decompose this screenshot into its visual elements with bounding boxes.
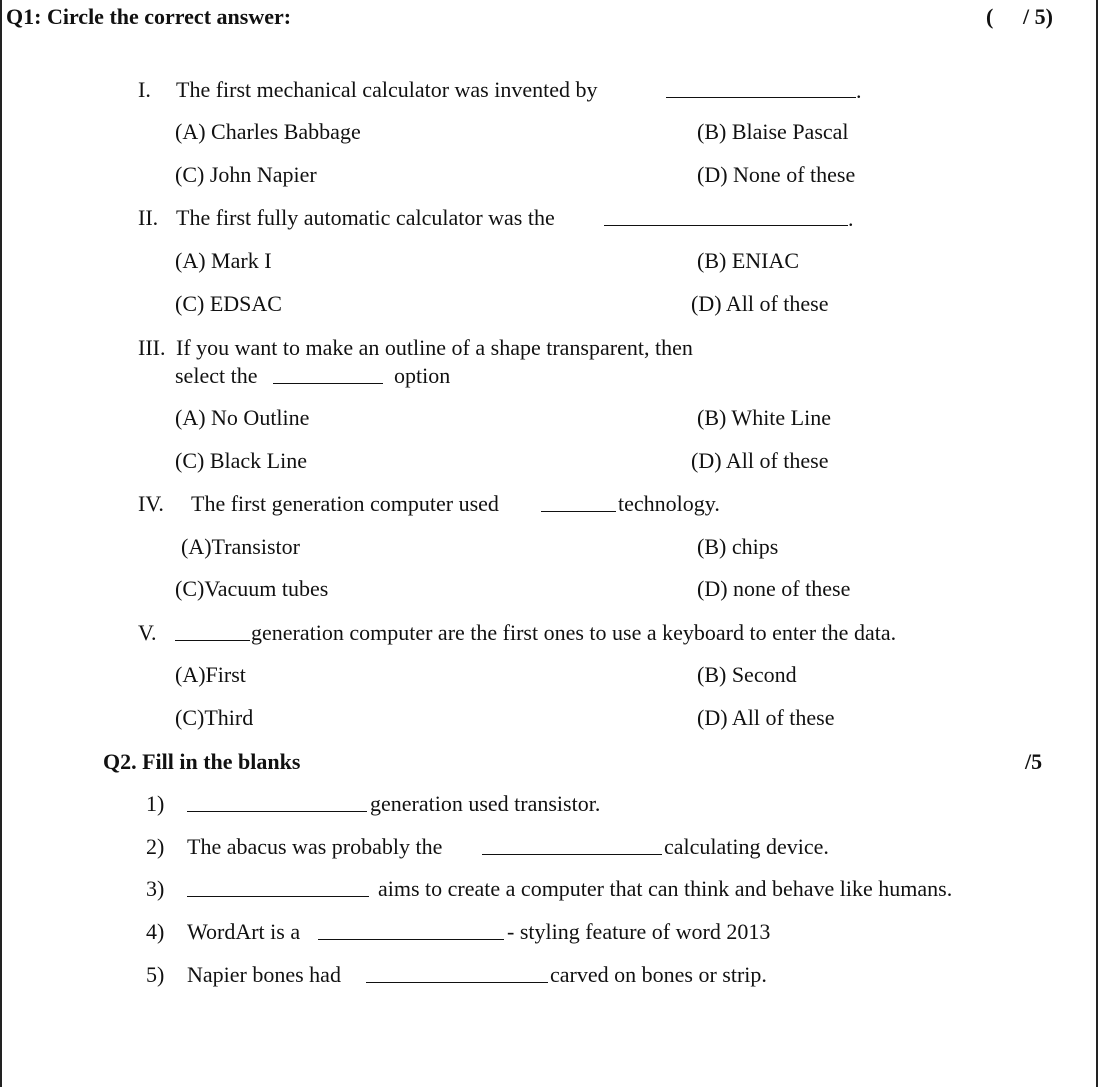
question-1-text: The first mechanical calculator was invented by: [176, 77, 598, 102]
q1-marks-close: / 5): [1023, 4, 1053, 29]
question-3-blank[interactable]: [273, 363, 383, 390]
blank-5-text-start: Napier bones had: [187, 962, 341, 987]
page-edge-left: [0, 0, 2, 1087]
question-1-option-c[interactable]: (C) John Napier: [175, 162, 317, 187]
question-4-text-start: The first generation computer used: [191, 491, 499, 516]
blank-5-number: 5): [146, 962, 165, 987]
blank-2-text-end: calculating device.: [664, 834, 829, 859]
question-2-option-a[interactable]: (A) Mark I: [175, 248, 272, 273]
question-3-text-line2-end: option: [394, 363, 451, 388]
question-2-blank[interactable]: .: [604, 205, 854, 232]
question-1-blank[interactable]: .: [666, 77, 862, 104]
question-2-option-b[interactable]: (B) ENIAC: [697, 248, 800, 273]
question-1-option-a[interactable]: (A) Charles Babbage: [175, 119, 361, 144]
question-5-text: generation computer are the first ones to use a keyboard to enter the data.: [251, 620, 897, 645]
question-3-text: If you want to make an outline of a shape transparent, then: [176, 335, 693, 360]
question-4-option-c[interactable]: (C)Vacuum tubes: [175, 576, 329, 601]
question-3-text-line2-start: select the: [175, 363, 258, 388]
question-5-option-b[interactable]: (B) Second: [697, 662, 797, 687]
blank-4-text-end: - styling feature of word 2013: [507, 919, 771, 944]
blank-4-number: 4): [146, 919, 165, 944]
blank-2-text-start: The abacus was probably the: [187, 834, 443, 859]
question-4-text-end: technology.: [618, 491, 720, 516]
q2-title: Q2. Fill in the blanks: [103, 749, 301, 774]
q2-marks: /5: [1025, 749, 1043, 774]
question-2-number: II.: [138, 205, 159, 230]
blank-1-text: generation used transistor.: [370, 791, 601, 816]
question-4-option-d[interactable]: (D) none of these: [697, 576, 851, 601]
blank-3-line[interactable]: [187, 876, 369, 903]
question-3-option-a[interactable]: (A) No Outline: [175, 405, 310, 430]
question-3-number: III.: [138, 335, 166, 360]
question-3-option-b[interactable]: (B) White Line: [697, 405, 831, 430]
question-4-blank[interactable]: [541, 491, 616, 518]
blank-4-text-start: WordArt is a: [187, 919, 301, 944]
question-1-option-b[interactable]: (B) Blaise Pascal: [697, 119, 849, 144]
question-5-blank[interactable]: [175, 620, 250, 647]
question-4-option-b[interactable]: (B) chips: [697, 534, 779, 559]
blank-1-number: 1): [146, 791, 165, 816]
blank-2-number: 2): [146, 834, 165, 859]
blank-3-text: aims to create a computer that can think and behave like humans.: [378, 876, 953, 901]
question-5-option-d[interactable]: (D) All of these: [697, 705, 835, 730]
blank-5-text-end: carved on bones or strip.: [550, 962, 767, 987]
question-2-option-c[interactable]: (C) EDSAC: [175, 291, 282, 316]
question-5-option-a[interactable]: (A)First: [175, 662, 246, 687]
q1-marks-open: (: [986, 4, 994, 29]
question-3-option-c[interactable]: (C) Black Line: [175, 448, 307, 473]
question-5-number: V.: [138, 620, 157, 645]
question-5-option-c[interactable]: (C)Third: [175, 705, 254, 730]
q1-title: Q1: Circle the correct answer:: [6, 4, 292, 29]
question-2-text: The first fully automatic calculator was the: [176, 205, 555, 230]
question-4-option-a[interactable]: (A)Transistor: [181, 534, 300, 559]
blank-4-line[interactable]: [318, 919, 504, 946]
question-1-option-d[interactable]: (D) None of these: [697, 162, 856, 187]
question-1-number: I.: [138, 77, 151, 102]
blank-3-number: 3): [146, 876, 165, 901]
blank-2-line[interactable]: [482, 834, 662, 861]
blank-1-line[interactable]: [187, 791, 367, 818]
question-4-number: IV.: [138, 491, 164, 516]
question-3-option-d[interactable]: (D) All of these: [691, 448, 829, 473]
question-2-option-d[interactable]: (D) All of these: [691, 291, 829, 316]
blank-5-line[interactable]: [366, 962, 548, 989]
